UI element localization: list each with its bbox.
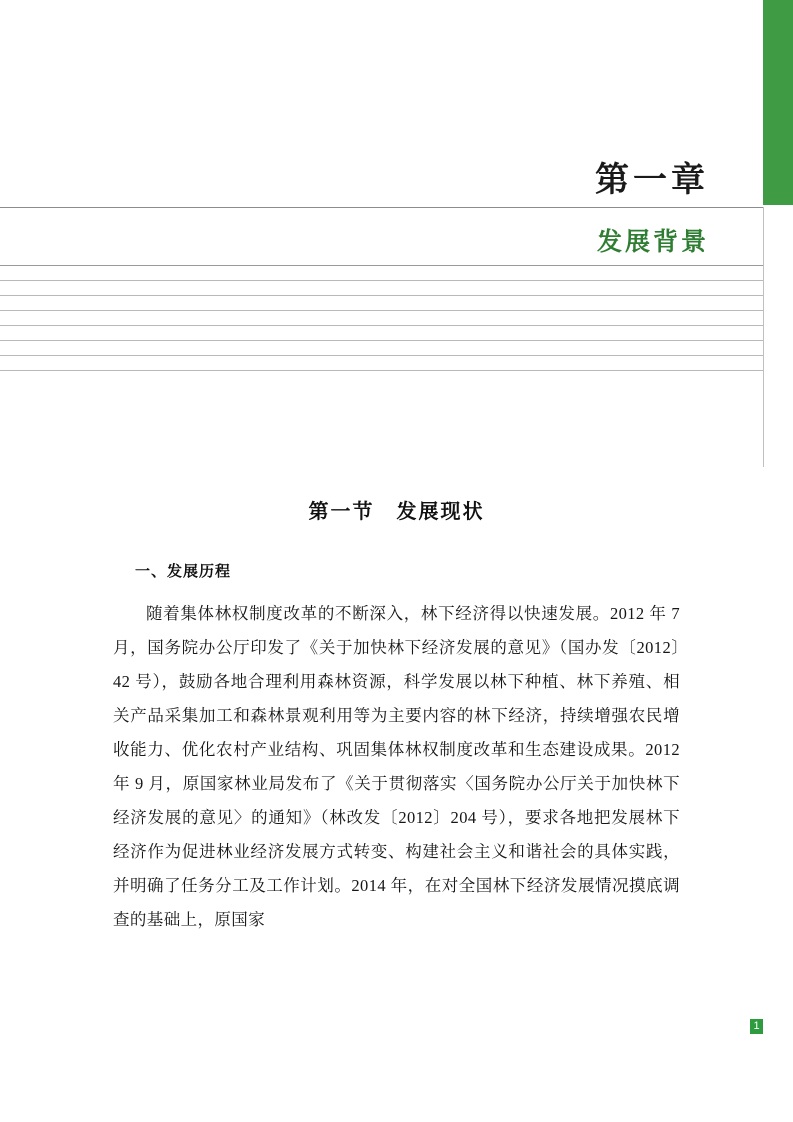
page-body: [113, 495, 680, 937]
chapter-subtitle: 发展背景: [596, 229, 709, 256]
decorative-rule: [0, 310, 763, 311]
chapter-header: [0, 140, 793, 380]
decorative-rule: [0, 325, 763, 326]
decorative-rule: [0, 280, 763, 281]
decorative-rule: [0, 207, 763, 208]
decorative-rule: [0, 265, 763, 266]
body-paragraph: 随着集体林权制度改革的不断深入，林下经济得以快速发展。2012 年 7 月，国务院办公厅印发了《关于加快林下经济发展的意见》（国办发〔2012〕42 号），鼓励各地合理利用森林资源，科学发展以林下种植、林下养殖、相关产品采集加工和森林景观利用等为主要内容的林下经济，持续增强农民增收能力、优化农村产业结构、巩固集体林权制度改革和生态建设成果。2012 年 9 月，原国家林业局发布了《关于贯彻落实〈国务院办公厅关于加快林下经济发展的意见〉的通知》（林改发〔2012〕204 号），要求各地把发展林下经济作为促进林业经济发展方式转变、构建社会主义和谐社会的具体实践，并明确了任务分工及工作计划。2014 年，在对全国林下经济发展情况摸底调查的基础上，原国家: [113, 604, 680, 929]
decorative-vertical-rule: [763, 207, 764, 467]
section-title: 第一节 发展现状: [308, 501, 485, 523]
page-number: 1: [750, 1019, 763, 1034]
chapter-title: 第一章: [595, 162, 709, 199]
decorative-rule: [0, 295, 763, 296]
decorative-rule: [0, 370, 763, 371]
decorative-rule: [0, 355, 763, 356]
subsection-heading: 一、发展历程: [135, 564, 232, 580]
decorative-rule: [0, 340, 763, 341]
